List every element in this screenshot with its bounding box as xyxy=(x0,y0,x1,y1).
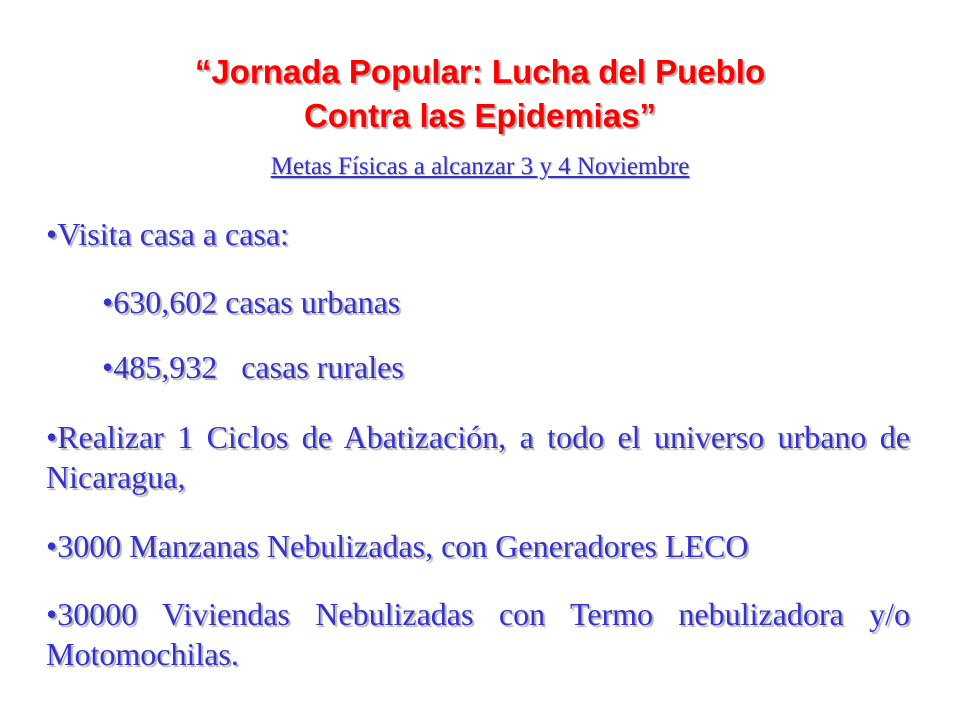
list-item-text: 30000 Viviendas Nebulizadas con Termo nebulizadora y/o Motomochilas. xyxy=(46,596,910,672)
title-line-1: “Jornada Popular: Lucha del Pueblo xyxy=(194,53,766,90)
bullet-icon: • xyxy=(46,528,58,564)
list-item-text: Visita casa a casa: xyxy=(57,216,289,252)
slide-subtitle: Metas Físicas a alcanzar 3 y 4 Noviembre xyxy=(270,153,690,180)
list-item-abatizacion xyxy=(46,417,910,497)
bullet-icon: • xyxy=(102,349,114,385)
list-item-text: Realizar 1 Ciclos de Abatización, a todo el universo urbano de Nicaragua, xyxy=(46,419,910,495)
slide-title xyxy=(60,50,900,138)
list-item-text: 630,602 casas urbanas xyxy=(113,284,401,320)
list-item-manzanas xyxy=(46,526,910,566)
bullet-icon: • xyxy=(102,284,114,320)
bullet-icon: • xyxy=(46,596,58,632)
bullet-icon: • xyxy=(46,419,58,455)
list-item-visita xyxy=(46,214,906,254)
list-item-text: 485,932 casas rurales xyxy=(113,349,404,385)
list-item-viviendas xyxy=(46,594,910,674)
bullet-icon: • xyxy=(46,216,58,252)
list-item-text: 3000 Manzanas Nebulizadas, con Generadores LECO xyxy=(57,528,749,564)
list-item-rurales xyxy=(102,347,902,387)
list-item-urbanas xyxy=(102,282,902,322)
title-line-2: Contra las Epidemias” xyxy=(303,97,657,134)
